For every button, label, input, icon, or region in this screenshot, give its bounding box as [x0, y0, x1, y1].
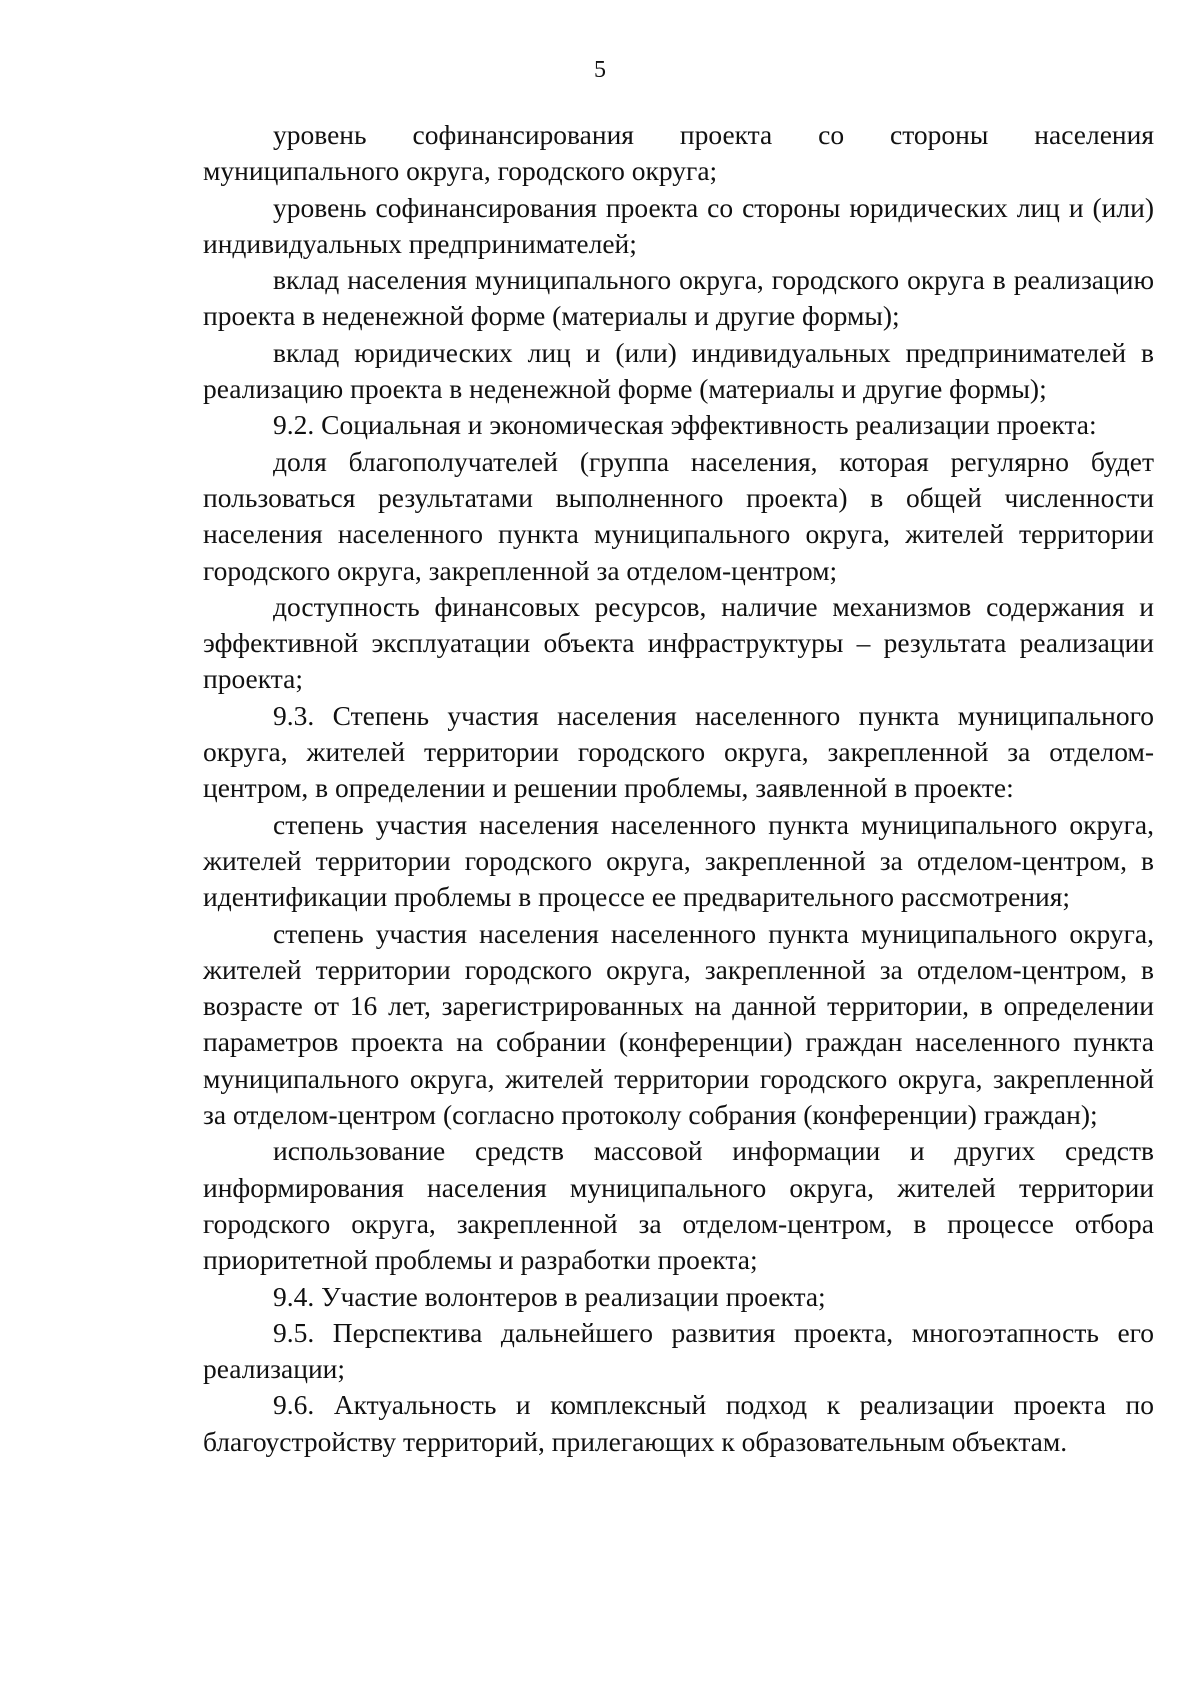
page-number: 5: [594, 57, 606, 83]
paragraph-mass-media: использование средств массовой информации и других средств информирования населения муниципального округа, жителей территории городского округа, закрепленной за отделом-центром, в процессе отбора приоритетной проблемы и разработки проекта;: [203, 1135, 1154, 1276]
paragraph-section-9-6: 9.6. Актуальность и комплексный подход к реализации проекта по благоустройству территорий, прилегающих к образовательным объектам.: [203, 1389, 1154, 1457]
paragraph-section-9-2: 9.2. Социальная и экономическая эффективность реализации проекта:: [273, 409, 1097, 441]
paragraph-section-9-4: 9.4. Участие волонтеров в реализации проекта;: [273, 1280, 826, 1312]
paragraph-section-9-5: 9.5. Перспектива дальнейшего развития проекта, многоэтапность его реализации;: [203, 1316, 1154, 1385]
paragraph-contribution-legal-entities: вклад юридических лиц и (или) индивидуальных предпринимателей в реализацию проекта в неденежной форме (материалы и другие формы);: [203, 336, 1154, 405]
paragraph-contribution-population: вклад населения муниципального округа, городского округа в реализацию проекта в неденежной форме (материалы и другие формы);: [203, 264, 1154, 332]
document-body: [203, 117, 1154, 1460]
paragraph-section-9-3: 9.3. Степень участия населения населенного пункта муниципального округа, жителей территории городского округа, закрепленной за отделом-центром, в определении и решении проблемы, заявленной в проекте:: [203, 699, 1154, 804]
paragraph-cofinancing-legal-entities: уровень софинансирования проекта со стороны юридических лиц и (или) индивидуальных предпринимателей;: [203, 191, 1154, 259]
paragraph-financial-resources: доступность финансовых ресурсов, наличие механизмов содержания и эффективной эксплуатации объекта инфраструктуры – результата реализации проекта;: [203, 590, 1154, 695]
paragraph-cofinancing-population: уровень софинансирования проекта со стороны населения муниципального округа, городского округа;: [203, 119, 1154, 187]
paragraph-participation-parameters: степень участия населения населенного пункта муниципального округа, жителей территории городского округа, закрепленной за отделом-центром, в возрасте от 16 лет, зарегистрированных на данной территории, в определении параметров проекта на собрании (конференции) граждан населенного пункта муниципального округа, жителей территории городского округа, закрепленной за отделом-центром (согласно протоколу собрания (конференции) граждан);: [203, 917, 1154, 1131]
paragraph-beneficiaries-share: доля благополучателей (группа населения, которая регулярно будет пользоваться результатами выполненного проекта) в общей численности населения населенного пункта муниципального округа, жителей территории городского округа, закрепленной за отделом-центром;: [203, 445, 1154, 586]
paragraph-participation-identification: степень участия населения населенного пункта муниципального округа, жителей территории городского округа, закрепленной за отделом-центром, в идентификации проблемы в процессе ее предварительного рассмотрения;: [203, 808, 1154, 913]
